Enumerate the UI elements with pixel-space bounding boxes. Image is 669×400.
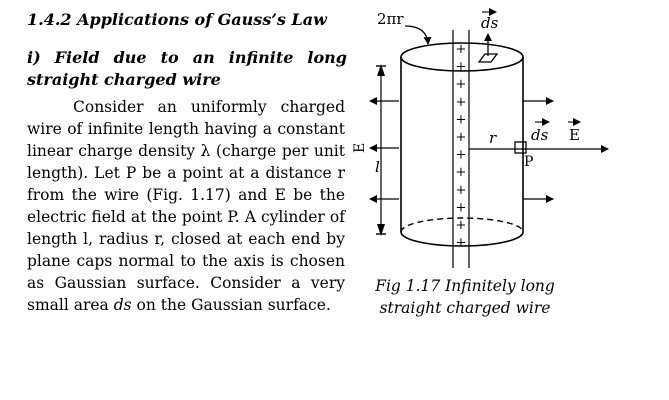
body-paragraph	[27, 96, 345, 316]
charge-plus-sign: +	[455, 235, 467, 251]
charge-plus-sign: +	[455, 59, 467, 75]
length-label: l	[375, 158, 380, 176]
charge-plus-sign: +	[455, 130, 467, 145]
left-field-label: E	[352, 142, 368, 153]
point-p-label: P	[524, 154, 534, 170]
paragraph-line: length). Let P be a point at a distance r	[27, 164, 345, 182]
paragraph-line: plane caps normal to the axis is chosen	[27, 252, 345, 270]
right-field-label: E	[569, 126, 580, 144]
charge-plus-sign: +	[455, 165, 467, 181]
paragraph-line: length l, radius r, closed at each end by	[27, 230, 345, 248]
point-p-area-element	[515, 142, 526, 153]
figure-caption-line-2: straight charged wire	[379, 299, 551, 317]
top-ds-label: ds	[481, 14, 499, 32]
charge-plus-sign: +	[455, 94, 467, 110]
charge-signs	[456, 42, 467, 251]
gaussian-cylinder-figure	[352, 0, 669, 275]
paragraph-last-line	[27, 294, 345, 316]
circumference-arrow	[405, 26, 428, 44]
charge-plus-sign: +	[455, 218, 467, 233]
paragraph-line: from the wire (Fig. 1.17) and E be the	[27, 186, 345, 204]
paragraph-line: as Gaussian surface. Consider a very	[27, 274, 345, 292]
paragraph-text: on the Gaussian surface.	[131, 296, 331, 314]
subsection-title-line-1: i) Field due to an infinite long	[27, 48, 347, 67]
charge-plus-sign: +	[455, 112, 467, 128]
charge-plus-sign: +	[455, 42, 467, 57]
paragraph-line: Consider an uniformly charged	[73, 98, 345, 116]
section-title: 1.4.2 Applications of Gauss’s Law	[27, 10, 327, 29]
paragraph-line: electric field at the point P. A cylinder of	[27, 208, 345, 226]
figure-caption-line-1: Fig 1.17 Infinitely long	[375, 277, 555, 295]
subsection-title-line-2: straight charged wire	[27, 70, 221, 89]
right-ds-label: ds	[531, 126, 549, 144]
subsection-title	[27, 47, 347, 91]
circumference-label: 2πr	[377, 10, 404, 28]
radius-label: r	[489, 129, 497, 147]
charge-plus-sign: +	[455, 200, 467, 216]
charge-plus-sign: +	[455, 147, 467, 163]
paragraph-line: wire of infinite length having a constant	[27, 120, 345, 138]
charge-plus-sign: +	[455, 182, 467, 198]
paragraph-line: linear charge density λ (charge per unit	[27, 142, 345, 160]
paragraph-text: small area	[27, 296, 114, 314]
figure-caption	[365, 275, 565, 319]
charge-plus-sign: +	[455, 77, 467, 93]
paragraph-ds-term: ds	[113, 296, 132, 314]
